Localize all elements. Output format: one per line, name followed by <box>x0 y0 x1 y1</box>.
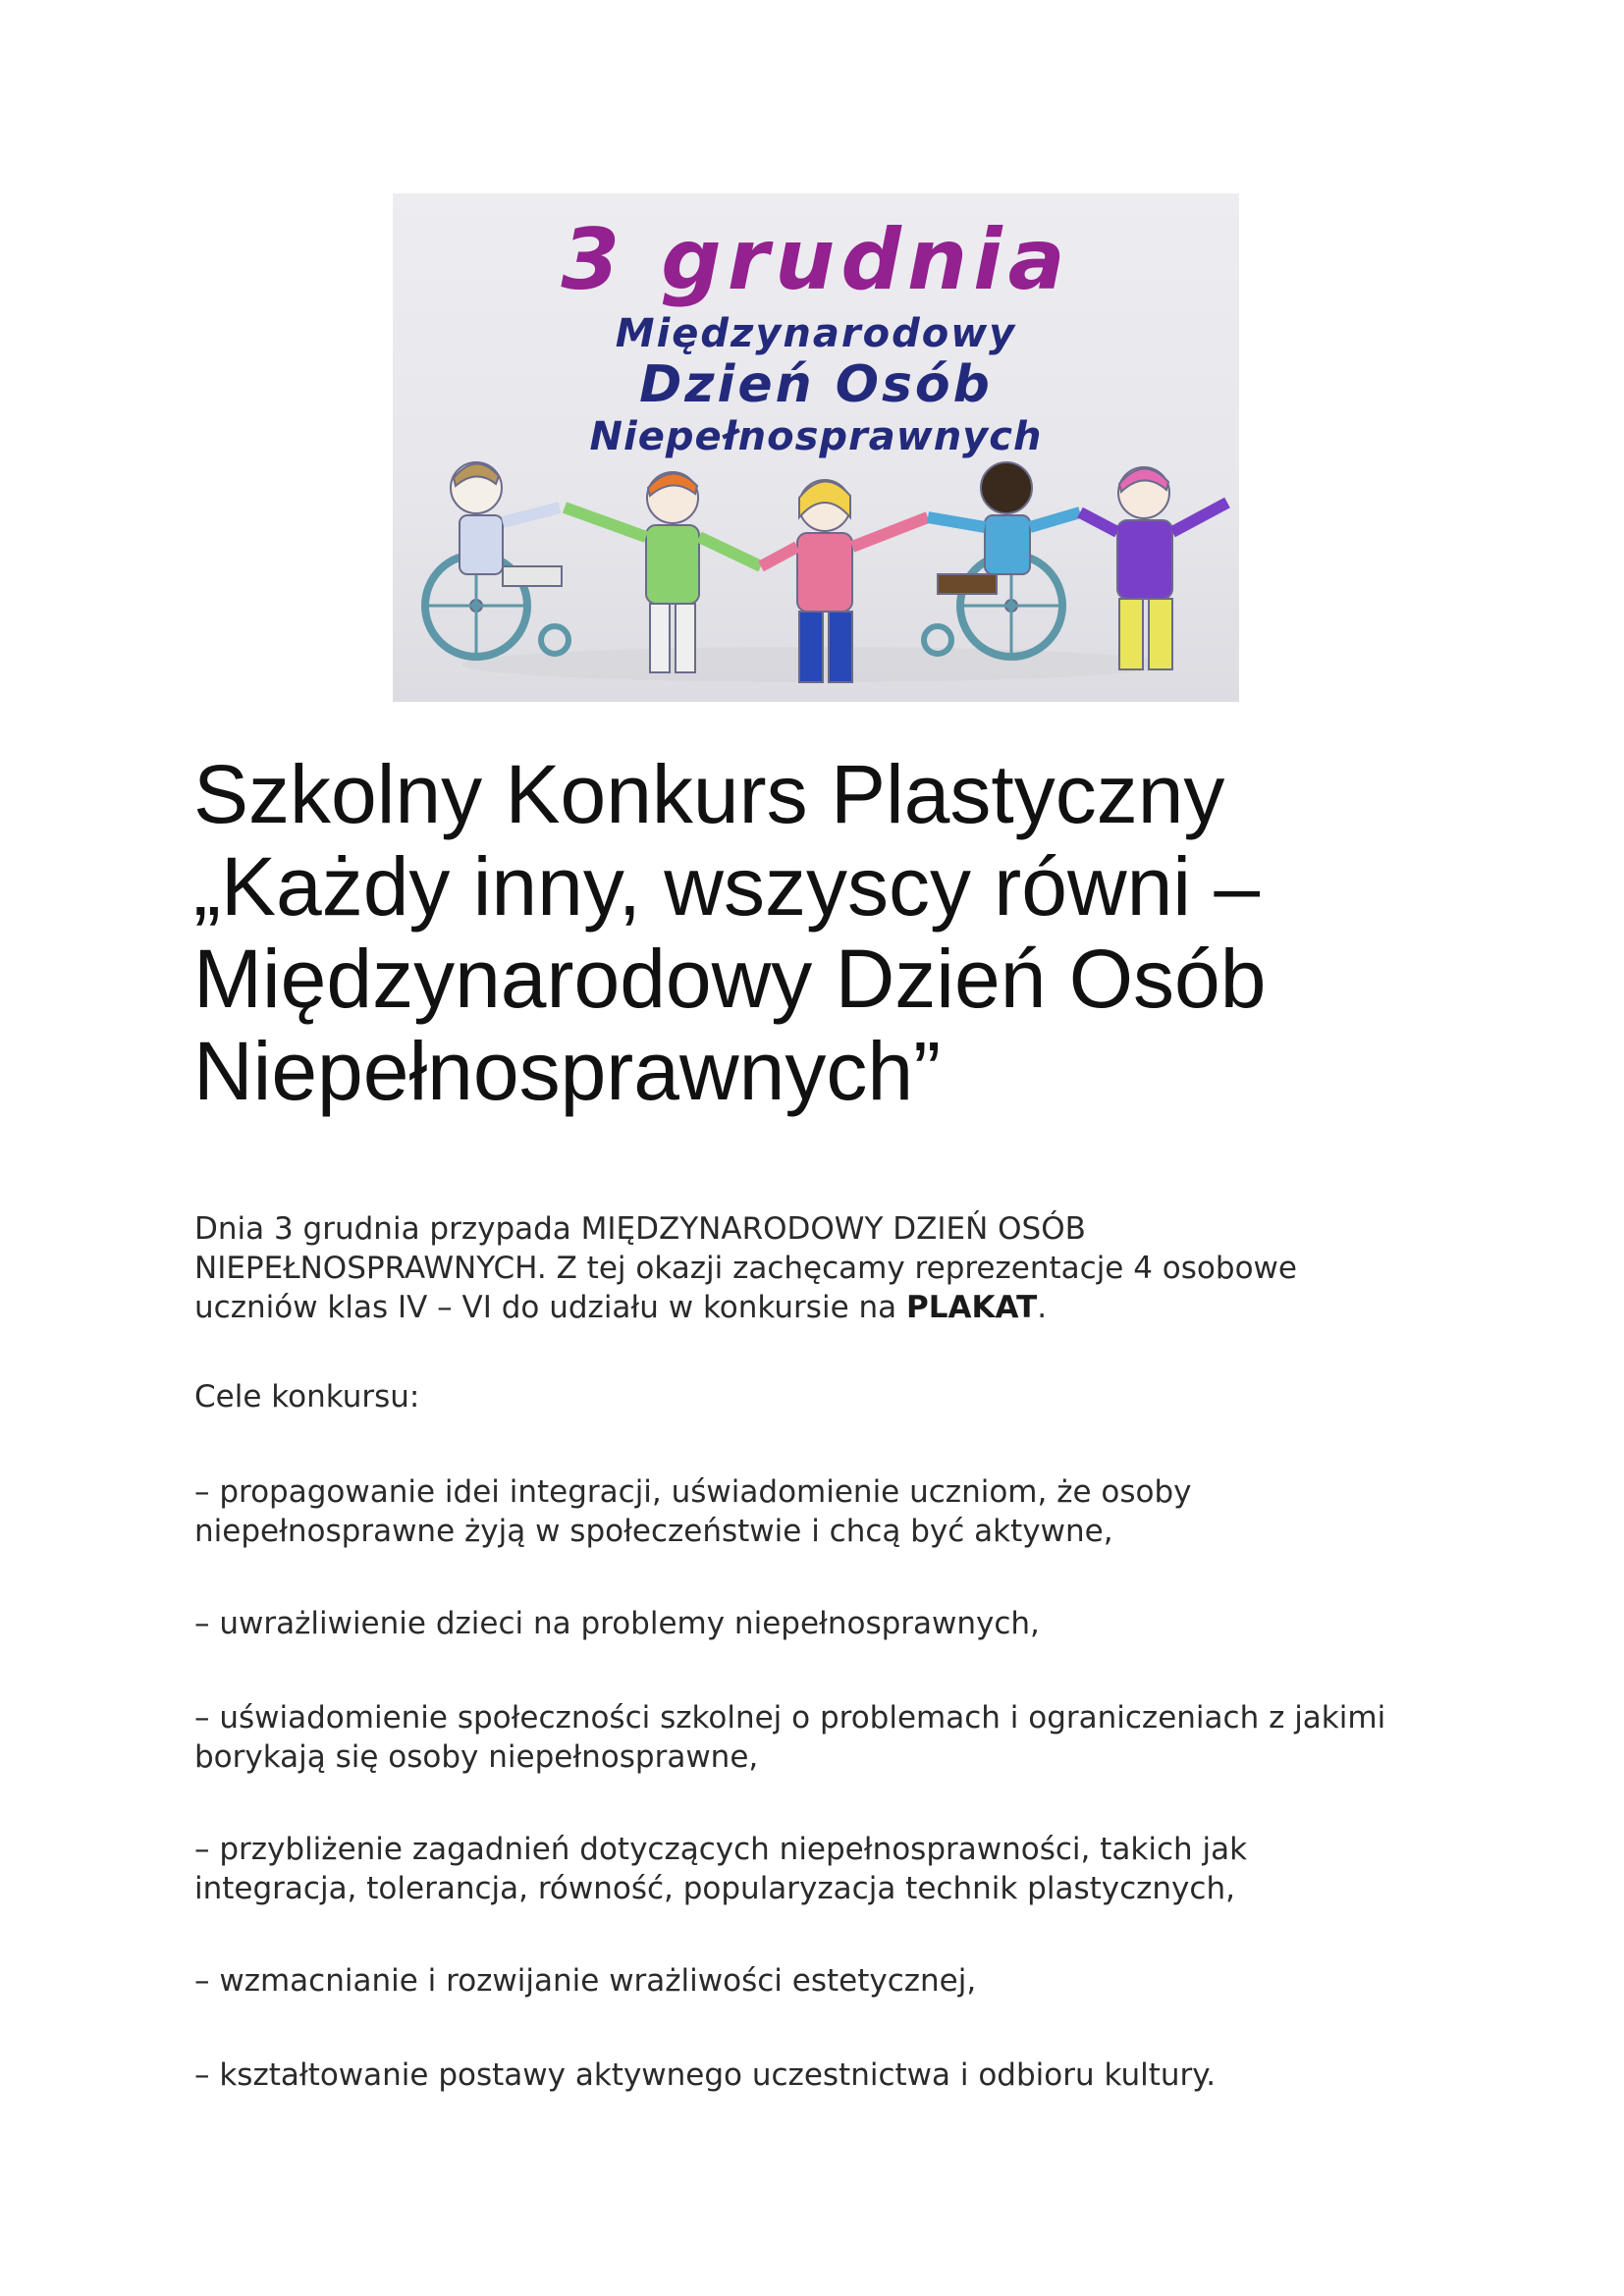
banner-date: 3 grudnia <box>561 211 1071 309</box>
goal-line: integracja, tolerancja, równość, popularyzacja technik plastycznych, <box>194 1871 1235 1906</box>
intro-text: uczniów klas IV – VI do udziału w konkursie na <box>194 1290 906 1325</box>
figure-green <box>565 472 761 672</box>
intro-line <box>194 1288 1461 1327</box>
figure-wheelchair-right <box>924 462 1080 657</box>
title-line: Międzynarodowy Dzień Osób <box>193 933 1267 1025</box>
intro-text: . <box>1037 1290 1048 1325</box>
title-line: Szkolny Konkurs Plastyczny <box>193 748 1225 840</box>
banner-line-niepelnosprawnych: Niepełnosprawnych <box>589 414 1043 459</box>
goal-line: niepełnosprawne żyją w społeczeństwie i chcą być aktywne, <box>194 1514 1113 1549</box>
goal-line: – kształtowanie postawy aktywnego uczestnictwa i odbioru kultury. <box>194 2057 1217 2093</box>
goal-item <box>194 1698 1461 1777</box>
intro-plakat-bold: PLAKAT <box>906 1290 1038 1325</box>
intro-line: NIEPEŁNOSPRAWNYCH. Z tej okazji zachęcamy reprezentacje 4 osobowe <box>194 1251 1297 1286</box>
goal-item <box>194 1472 1461 1551</box>
goal-line: – wzmacnianie i rozwijanie wrażliwości estetycznej, <box>194 1963 977 1999</box>
goal-line: – uświadomienie społeczności szkolnej o problemach i ograniczeniach z jakimi <box>194 1700 1386 1735</box>
figure-purple <box>1080 467 1227 669</box>
intro-line: Dnia 3 grudnia przypada MIĘDZYNARODOWY DZIEŃ OSÓB <box>194 1211 1086 1247</box>
banner-line-miedzynarodowy: Międzynarodowy <box>615 311 1017 356</box>
figure-wheelchair-left <box>425 462 568 657</box>
intro-paragraph <box>194 1209 1461 1327</box>
title-line: Niepełnosprawnych” <box>193 1025 942 1117</box>
goal-item <box>194 2056 1461 2095</box>
page-title <box>193 748 1431 1117</box>
goal-item <box>194 1830 1461 1908</box>
goal-item <box>194 1604 1461 1643</box>
goal-line: – uwrażliwienie dzieci na problemy niepełnosprawnych, <box>194 1606 1040 1641</box>
title-line: „Każdy inny, wszyscy równi – <box>193 840 1261 933</box>
goal-line: – przybliżenie zagadnień dotyczących niepełnosprawności, takich jak <box>194 1832 1248 1867</box>
goal-item <box>194 1961 1461 2001</box>
banner-illustration <box>393 193 1239 702</box>
goal-line: borykają się osoby niepełnosprawne, <box>194 1739 759 1775</box>
goals-heading: Cele konkursu: <box>194 1379 420 1415</box>
banner-line-dzien-osob: Dzień Osób <box>639 355 993 414</box>
goal-line: – propagowanie idei integracji, uświadomienie uczniom, że osoby <box>194 1474 1192 1510</box>
